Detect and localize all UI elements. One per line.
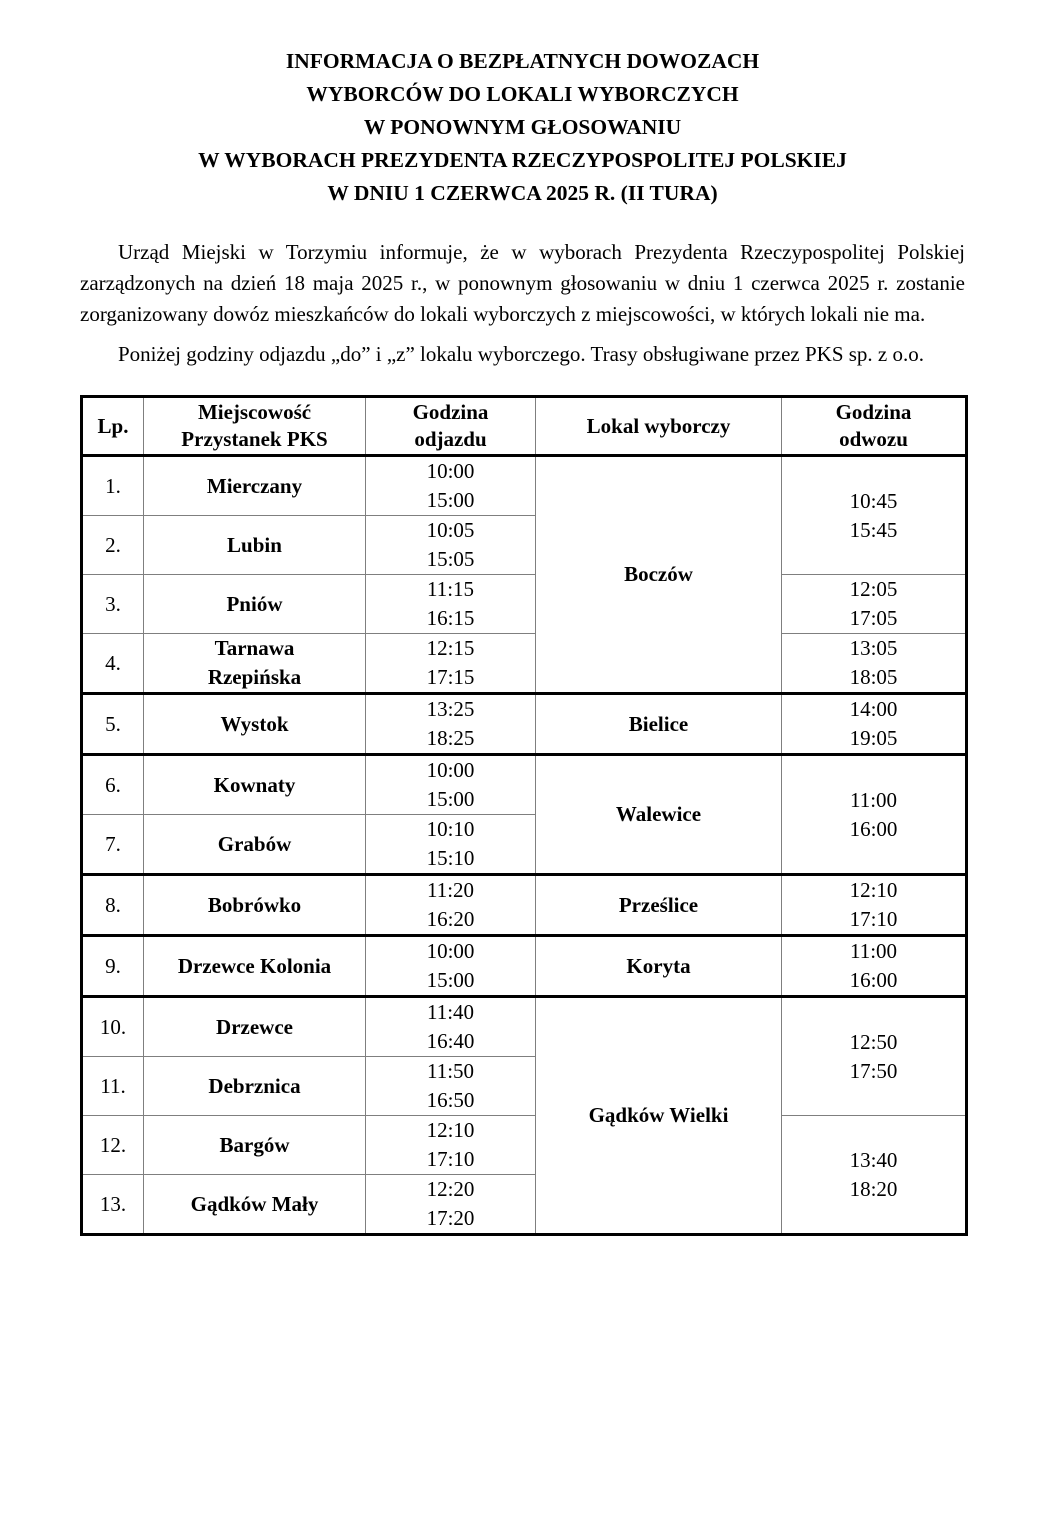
title-line-2: WYBORCÓW DO LOKALI WYBORCZYCH (306, 82, 739, 106)
place-cell: Gądków Mały (144, 1175, 366, 1235)
table-row (82, 575, 967, 634)
departure-cell: 10:00 15:00 (366, 755, 536, 815)
return-cell: 13:05 18:05 (782, 634, 967, 694)
header-place-line2: Przystanek PKS (181, 427, 328, 451)
header-return-line1: Godzina (835, 400, 912, 424)
row-number-cell: 9. (82, 936, 144, 997)
return-cell: 13:40 18:20 (782, 1116, 967, 1235)
return-cell: 12:05 17:05 (782, 575, 967, 634)
place-cell: Bargów (144, 1116, 366, 1175)
table-row (82, 456, 967, 516)
departure-cell: 12:15 17:15 (366, 634, 536, 694)
local-cell: Walewice (536, 755, 782, 875)
return-cell: 14:00 19:05 (782, 694, 967, 755)
local-cell: Bielice (536, 694, 782, 755)
table-row (82, 755, 967, 815)
return-cell: 11:00 16:00 (782, 755, 967, 875)
place-cell: Debrznica (144, 1057, 366, 1116)
transport-schedule-table (80, 395, 968, 1236)
header-local: Lokal wyborczy (536, 397, 782, 456)
header-place (144, 397, 366, 456)
row-number-cell: 3. (82, 575, 144, 634)
place-cell: Drzewce (144, 997, 366, 1057)
local-cell: Koryta (536, 936, 782, 997)
place-cell: Bobrówko (144, 875, 366, 936)
table-row (82, 694, 967, 755)
title-line-4: W WYBORACH PREZYDENTA RZECZYPOSPOLITEJ POLSKIEJ (198, 148, 847, 172)
row-number-cell: 2. (82, 516, 144, 575)
local-cell: Prześlice (536, 875, 782, 936)
header-departure-line1: Godzina (412, 400, 489, 424)
table-row (82, 936, 967, 997)
title-line-3: W PONOWNYM GŁOSOWANIU (363, 115, 682, 139)
departure-cell: 10:00 15:00 (366, 936, 536, 997)
departure-cell: 10:00 15:00 (366, 456, 536, 516)
place-cell: Tarnawa Rzepińska (144, 634, 366, 694)
place-cell: Grabów (144, 815, 366, 875)
place-cell: Drzewce Kolonia (144, 936, 366, 997)
departure-cell: 10:05 15:05 (366, 516, 536, 575)
row-number-cell: 5. (82, 694, 144, 755)
header-departure-line2: odjazdu (414, 427, 487, 451)
row-number-cell: 7. (82, 815, 144, 875)
departure-cell: 11:50 16:50 (366, 1057, 536, 1116)
return-cell: 11:00 16:00 (782, 936, 967, 997)
place-cell: Wystok (144, 694, 366, 755)
departure-cell: 11:15 16:15 (366, 575, 536, 634)
page-title (80, 45, 965, 210)
local-cell: Boczów (536, 456, 782, 694)
table-row (82, 875, 967, 936)
routes-paragraph: Poniżej godziny odjazdu „do” i „z” lokalu wyborczego. Trasy obsługiwane przez PKS sp. z o.o. (118, 342, 924, 366)
header-lp: Lp. (82, 397, 144, 456)
departure-cell: 11:20 16:20 (366, 875, 536, 936)
title-line-1: INFORMACJA O BEZPŁATNYCH DOWOZACH (285, 49, 760, 73)
table-row (82, 1116, 967, 1175)
place-cell: Pniów (144, 575, 366, 634)
row-number-cell: 4. (82, 634, 144, 694)
row-number-cell: 1. (82, 456, 144, 516)
return-cell: 12:10 17:10 (782, 875, 967, 936)
departure-cell: 10:10 15:10 (366, 815, 536, 875)
departure-cell: 11:40 16:40 (366, 997, 536, 1057)
table-row (82, 997, 967, 1057)
row-number-cell: 6. (82, 755, 144, 815)
departure-cell: 13:25 18:25 (366, 694, 536, 755)
document-page (80, 0, 965, 1236)
departure-cell: 12:10 17:10 (366, 1116, 536, 1175)
header-place-line1: Miejscowość (197, 400, 312, 424)
place-cell: Mierczany (144, 456, 366, 516)
return-cell: 10:45 15:45 (782, 456, 967, 575)
return-cell: 12:50 17:50 (782, 997, 967, 1116)
row-number-cell: 12. (82, 1116, 144, 1175)
header-return (782, 397, 967, 456)
header-departure (366, 397, 536, 456)
place-cell: Lubin (144, 516, 366, 575)
header-return-line2: odwozu (839, 427, 908, 451)
intro-paragraph: Urząd Miejski w Torzymiu informuje, że w wyborach Prezydenta Rzeczypospolitej Polskiej zarządzonych na dzień 18 maja 2025 r., w ponownym głosowaniu w dniu 1 czerwca 2025 r. zostanie zorganizowany dowóz mieszkańców do lokali wyborczych z miejscowości, w których lokali nie ma. (80, 240, 965, 326)
place-cell: Kownaty (144, 755, 366, 815)
row-number-cell: 10. (82, 997, 144, 1057)
row-number-cell: 11. (82, 1057, 144, 1116)
local-cell: Gądków Wielki (536, 997, 782, 1235)
departure-cell: 12:20 17:20 (366, 1175, 536, 1235)
row-number-cell: 8. (82, 875, 144, 936)
row-number-cell: 13. (82, 1175, 144, 1235)
title-line-5: W DNIU 1 CZERWCA 2025 R. (II TURA) (327, 181, 718, 205)
table-row (82, 634, 967, 694)
table-header-row (82, 397, 967, 456)
